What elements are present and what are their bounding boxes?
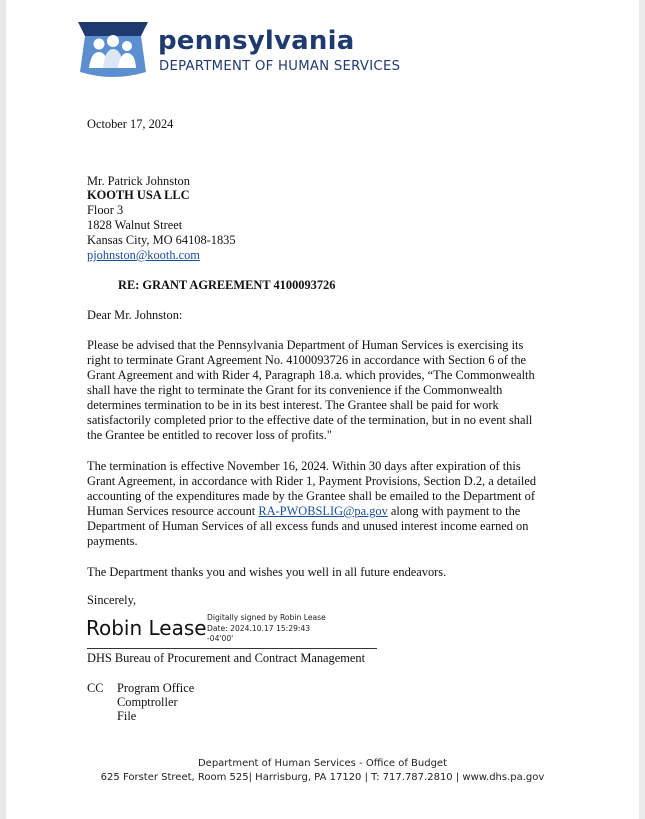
paragraph1-line: shall have the right to terminate the Grant for its convenience if the Commonwealth (87, 383, 503, 397)
signature-name: Robin Lease (86, 616, 207, 640)
dhs-logo (78, 22, 458, 82)
paragraph2-line: payments. (87, 534, 138, 548)
recipient-email-link[interactable]: pjohnston@kooth.com (87, 248, 200, 262)
paragraph1-line: satisfactorily completed prior to the effective date of the termination, but in no event shall (87, 413, 533, 427)
recipient-address-line3: Kansas City, MO 64108-1835 (87, 233, 236, 247)
paragraph2-line: Grant Agreement, in accordance with Rider 1, Payment Provisions, Section D.2, a detailed (87, 474, 537, 488)
paragraph2-line: Department of Human Services of all excess funds and unused interest income earned on (87, 519, 529, 533)
paragraph2-line: accounting of the expenditures made by the Grantee shall be emailed to the Department of (87, 489, 535, 503)
salutation: Dear Mr. Johnston: (87, 308, 183, 322)
digital-signature-offset: -04'00' (207, 634, 234, 643)
logo-wordmark: pennsylvania (158, 26, 355, 56)
digital-signature-details (207, 613, 326, 645)
letter-date: October 17, 2024 (87, 117, 174, 131)
paragraph1-line: Grant Agreement and with Rider 4, Paragraph 18.a. which provides, “The Commonwealth (87, 368, 535, 382)
footer-contact: 625 Forster Street, Room 525| Harrisburg, PA 17120 | T: 717.787.2810 | www.dhs.pa.gov (100, 772, 545, 783)
keystone-family-logo-icon (78, 22, 148, 78)
footer-office: Department of Human Services - Office of Budget (197, 758, 448, 769)
signature-rule (87, 648, 377, 649)
paragraph-thanks: The Department thanks you and wishes you well in all future endeavors. (87, 565, 447, 579)
subject-line: RE: GRANT AGREEMENT 4100093726 (118, 278, 336, 292)
closing: Sincerely, (87, 593, 137, 607)
signer-office: DHS Bureau of Procurement and Contract Management (87, 651, 366, 665)
paragraph1-line: right to terminate Grant Agreement No. 4100093726 in accordance with Section 6 of the (87, 353, 527, 367)
paragraph1-line: determines termination to be in its best interest. The Grantee shall be paid for work (87, 398, 499, 412)
paragraph2-line (87, 504, 567, 519)
paragraph-termination-notice (87, 338, 567, 443)
cc-label: CC (87, 681, 104, 695)
paragraph-effective-date (87, 459, 567, 549)
digital-signature-date: Date: 2024.10.17 15:29:43 (207, 623, 311, 633)
paragraph2-line4-end: along with payment to the (387, 504, 521, 518)
cc-recipient: Program Office (117, 681, 195, 695)
cc-recipient: File (117, 709, 137, 723)
paragraph2-line: The termination is effective November 16, 2024. Within 30 days after expiration of this (87, 459, 521, 473)
recipient-company: KOOTH USA LLC (87, 188, 190, 202)
paragraph1-line: Please be advised that the Pennsylvania Department of Human Services is exercising its (87, 338, 524, 352)
resource-account-email-link[interactable]: RA-PWOBSLIG@pa.gov (258, 504, 388, 518)
recipient-address-line1: Floor 3 (87, 203, 124, 217)
digital-signature-line: Digitally signed by Robin Lease (207, 613, 326, 622)
logo-department-name: DEPARTMENT OF HUMAN SERVICES (159, 59, 401, 74)
cc-recipient: Comptroller (117, 695, 178, 709)
recipient-name: Mr. Patrick Johnston (87, 174, 190, 188)
paragraph1-line: the Grantee be entitled to recover loss of profits." (87, 428, 332, 442)
recipient-address-line2: 1828 Walnut Street (87, 218, 183, 232)
paragraph2-line4-start: Human Services resource account (87, 504, 259, 518)
